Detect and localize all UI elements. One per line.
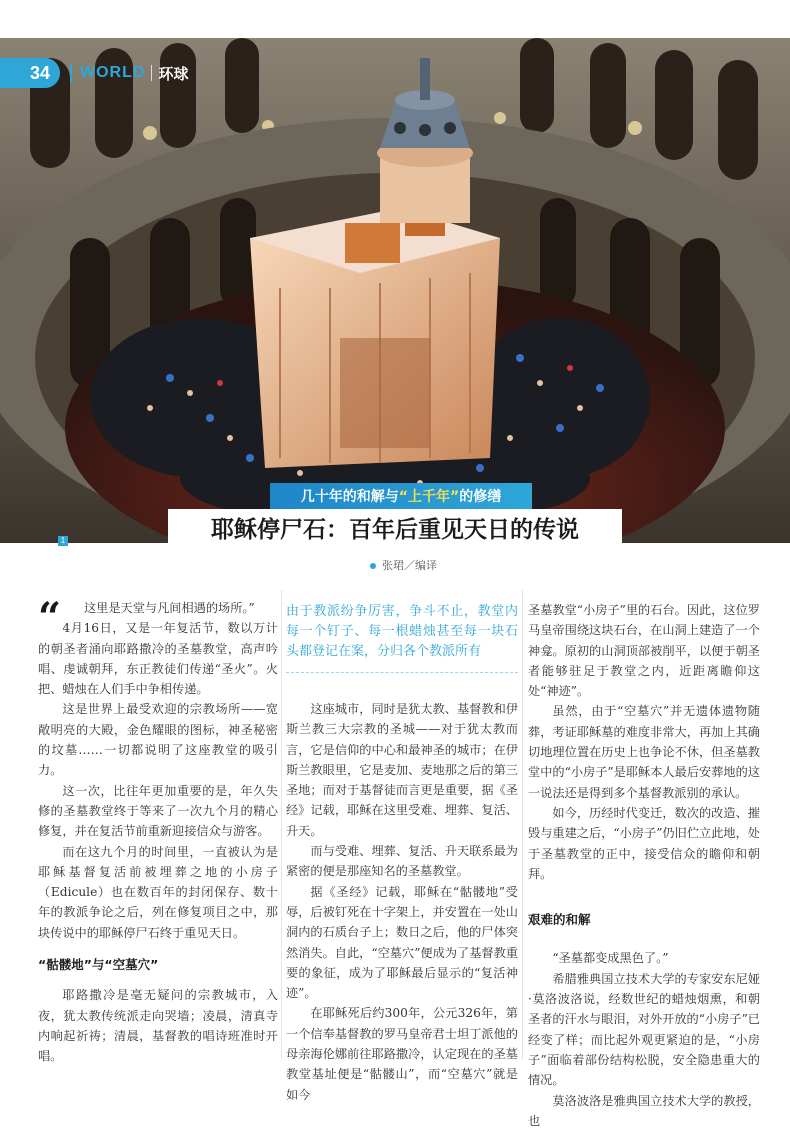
section-label-cn: 环球 bbox=[158, 64, 189, 83]
page-number: 34 bbox=[0, 58, 60, 88]
hero-photo bbox=[0, 38, 790, 543]
subheading: 艰难的和解 bbox=[528, 912, 591, 928]
column-1 bbox=[38, 594, 278, 1067]
subheading: “骷髅地”与“空墓穴” bbox=[38, 957, 159, 973]
article-kicker bbox=[270, 483, 532, 509]
section-label-en: WORLD bbox=[80, 64, 146, 81]
byline bbox=[370, 557, 437, 573]
article-title: 耶稣停尸石：百年后重见天日的传说 bbox=[168, 509, 622, 545]
byline-role: ／编译 bbox=[404, 559, 437, 572]
paragraph: 希腊雅典国立技术大学的专家安东尼娅·莫洛波洛说，经数世纪的蜡烛烟熏，和朝圣者的汗水与眼泪，对外开放的“小房子”已经变了样；而比起外观更紧迫的是，“小房子”面临着部份结构松脱，安全隐患重大的情况。 bbox=[528, 971, 760, 1088]
paragraph: 在耶稣死后约300年，公元326年，第一个信奉基督教的罗马皇帝君士坦丁派他的母亲海伦娜前往耶路撒冷，认定现在的圣墓教堂基址便是“骷髅山”，而“空墓穴”就是如今 bbox=[286, 1006, 518, 1102]
column-2 bbox=[286, 600, 518, 1105]
paragraph: 虽然，由于“空墓穴”并无遗体遗物随葬，考证耶稣墓的难度非常大，再加上其确切地理位置在历史上也争论不休，但圣墓教堂中的“小房子”是耶稣本人最后安葬地的这一说法还是得到多个基督教派别的承认。 bbox=[528, 704, 760, 800]
photo-caption-number: 1 bbox=[58, 536, 68, 546]
lead-sentence: 这里是天堂与凡间相遇的场所。” bbox=[84, 601, 255, 615]
church-rotunda-edicule-photo bbox=[0, 38, 790, 543]
paragraph: 这是世界上最受欢迎的宗教场所——宽敞明亮的大殿，金色耀眼的图标，神圣秘密的坟墓……一切都说明了这座教堂的吸引力。 bbox=[38, 702, 278, 778]
paragraph: 这座城市，同时是犹太教、基督教和伊斯兰教三大宗教的圣城——对于犹太教而言，它是信仰的中心和最神圣的城市；在伊斯兰教眼里，它是麦加、麦地那之后的第三圣地；而对于基督徒而言更是重要，据《圣经》记载，耶稣在这里受难、埋葬、复活、升天。 bbox=[286, 702, 518, 838]
paragraph: 4月16日，又是一年复活节，数以万计的朝圣者涌向耶路撒冷的圣墓教堂，高声吟唱、虔诚朝拜，东正教徒们传递“圣火”。火把、蜡烛在人们手中争相传递。 bbox=[38, 621, 278, 697]
paragraph: 而与受难、埋葬、复活、升天联系最为紧密的便是那座知名的圣墓教堂。 bbox=[286, 844, 518, 879]
paragraph: 圣墓教堂“小房子”里的石台。因此，这位罗马皇帝围绕这块石台，在山洞上建造了一个神龛。原初的山洞顶部被削平，以便于朝圣者能够驻足于教堂之内，近距离瞻仰这处“神迹”。 bbox=[528, 603, 760, 699]
page-header bbox=[0, 58, 188, 88]
column-divider bbox=[281, 590, 282, 1060]
paragraph: 莫洛波洛是雅典国立技术大学的教授，也 bbox=[528, 1093, 760, 1128]
open-quote-icon: “ bbox=[38, 594, 62, 641]
paragraph: 耶路撒冷是毫无疑问的宗教城市，入夜，犹太教传统派走向哭墙；凌晨，清真寺内响起祈祷；清晨，基督教的唱诗班准时开唱。 bbox=[38, 988, 278, 1064]
kicker-suffix: 的修缮 bbox=[459, 489, 502, 505]
paragraph: 据《圣经》记载，耶稣在“骷髅地”受辱，后被钉死在十字架上，并安置在一处山洞内的石质台子上；数日之后，他的尸体突然消失。自此，“空墓穴”便成为了基督教重要的象征，成为了耶稣最后显示的“复活神迹”。 bbox=[286, 884, 518, 1001]
pull-quote: 由于教派纷争厉害，争斗不止，教堂内每一个钉子、每一根蜡烛甚至每一块石头都登记在案，分归各个教派所有 bbox=[286, 600, 518, 673]
byline-dot-icon bbox=[370, 563, 376, 569]
paragraph: 而在这九个月的时间里，一直被认为是耶稣基督复活前被埋葬之地的小房子（Edicule）也在数百年的封闭保存、数十年的教派争论之后，列在修复项目之中，那块传说中的耶稣停尸石终于重见天日。 bbox=[38, 844, 278, 940]
paragraph: “圣墓都变成黑色了。” bbox=[552, 951, 669, 966]
paragraph: 这一次，比往年更加重要的是，年久失修的圣墓教堂终于等来了一次九个月的精心修复，并在复活节前重新迎接信众与游客。 bbox=[38, 783, 278, 839]
kicker-quote: “上千年” bbox=[398, 489, 460, 505]
header-divider-2 bbox=[151, 65, 152, 81]
header-divider bbox=[70, 64, 72, 82]
paragraph: 如今，历经时代变迁，数次的改造、摧毁与重建之后，“小房子”仍旧伫立此地，处于圣墓教堂的正中，接受信众的瞻仰和朝拜。 bbox=[528, 805, 760, 881]
byline-author: 张珺 bbox=[382, 559, 404, 572]
column-divider bbox=[522, 590, 523, 1060]
kicker-prefix: 几十年的和解与 bbox=[300, 489, 399, 505]
column-3 bbox=[528, 600, 760, 1131]
